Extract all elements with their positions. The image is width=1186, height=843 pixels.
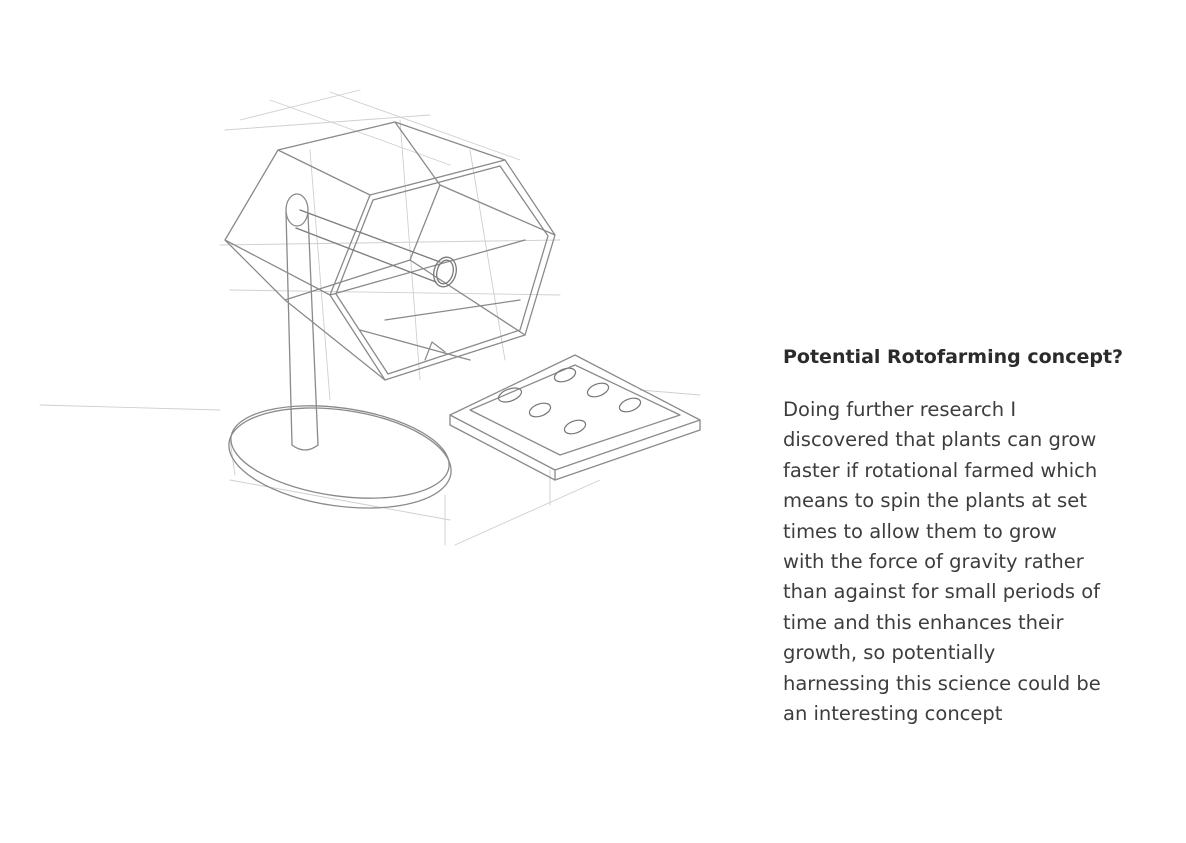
hexagon-drum bbox=[225, 122, 555, 380]
stand-pole bbox=[286, 194, 318, 450]
caption-title: Potential Rotofarming concept? bbox=[783, 346, 1124, 368]
caption-body: Doing further research I discovered that plants can grow faster if rotational farmed which means to spin the plants at set times to allow them to grow with the force of gravity rather than against for small periods of time and this enhances their growth, so potentially harnessing this science could be an interesting concept bbox=[783, 398, 1101, 726]
oval-base bbox=[222, 393, 457, 521]
caption-panel bbox=[783, 343, 1123, 729]
tray-pods bbox=[497, 366, 643, 437]
construction-lines bbox=[40, 90, 700, 545]
